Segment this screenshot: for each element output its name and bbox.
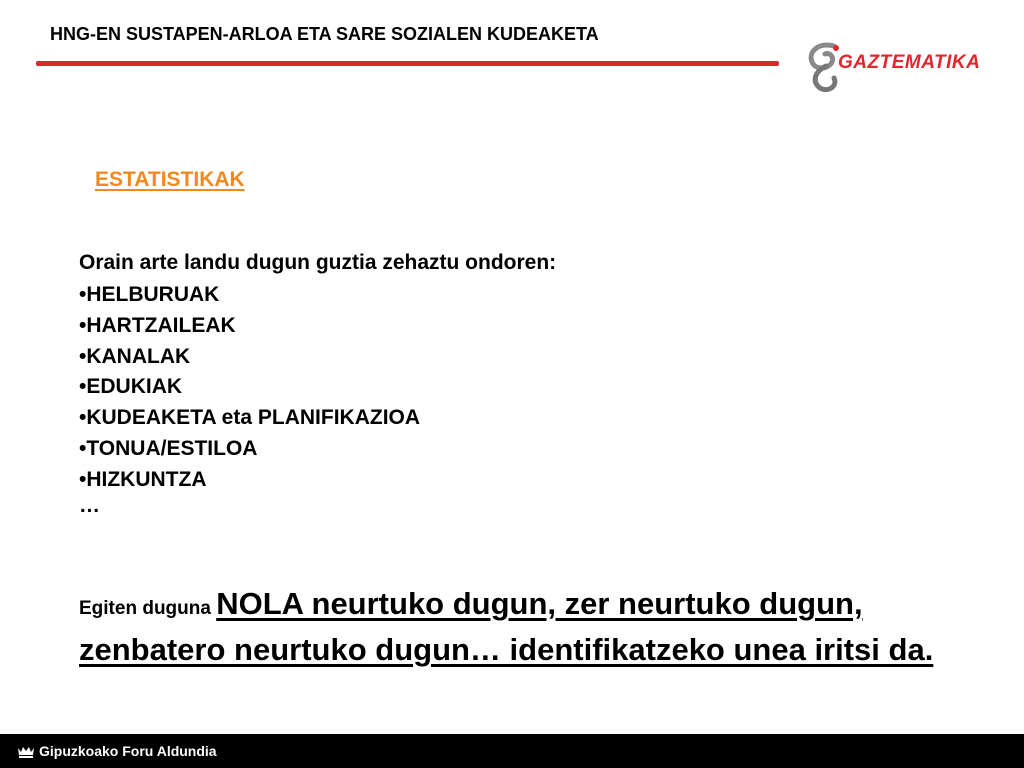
header-title: HNG-EN SUSTAPEN-ARLOA ETA SARE SOZIALEN KUDEAKETA bbox=[50, 24, 599, 44]
list-ellipsis: … bbox=[79, 494, 100, 517]
footer-bar bbox=[0, 734, 1024, 768]
list-item: •HARTZAILEAK bbox=[79, 313, 236, 337]
closing-emphasis: NOLA neurtuko dugun, zer neurtuko dugun, zenbatero neurtuko dugun… identifikatzeko unea iritsi da. bbox=[79, 586, 934, 667]
list-item: •KANALAK bbox=[79, 344, 191, 368]
intro-text: Orain arte landu dugun guztia zehaztu ondoren: bbox=[79, 251, 557, 274]
logo-text: GAZTEMATIKA bbox=[838, 52, 981, 73]
list-item: •HIZKUNTZA bbox=[79, 467, 207, 491]
closing-lead: Egiten duguna bbox=[79, 598, 217, 619]
list-item: •KUDEAKETA eta PLANIFIKAZIOA bbox=[79, 406, 421, 430]
header-divider bbox=[36, 61, 779, 66]
topic-list bbox=[79, 280, 420, 496]
gaztematika-logo bbox=[804, 38, 984, 94]
footer-text: Gipuzkoako Foru Aldundia bbox=[39, 743, 217, 759]
closing-paragraph bbox=[79, 584, 979, 676]
gaztematika-logo-icon bbox=[811, 45, 839, 90]
list-item: •HELBURUAK bbox=[79, 283, 220, 306]
list-item: •EDUKIAK bbox=[79, 375, 183, 399]
list-item: •TONUA/ESTILOA bbox=[79, 436, 258, 460]
section-title: ESTATISTIKAK bbox=[95, 168, 245, 191]
crown-icon bbox=[17, 744, 35, 759]
